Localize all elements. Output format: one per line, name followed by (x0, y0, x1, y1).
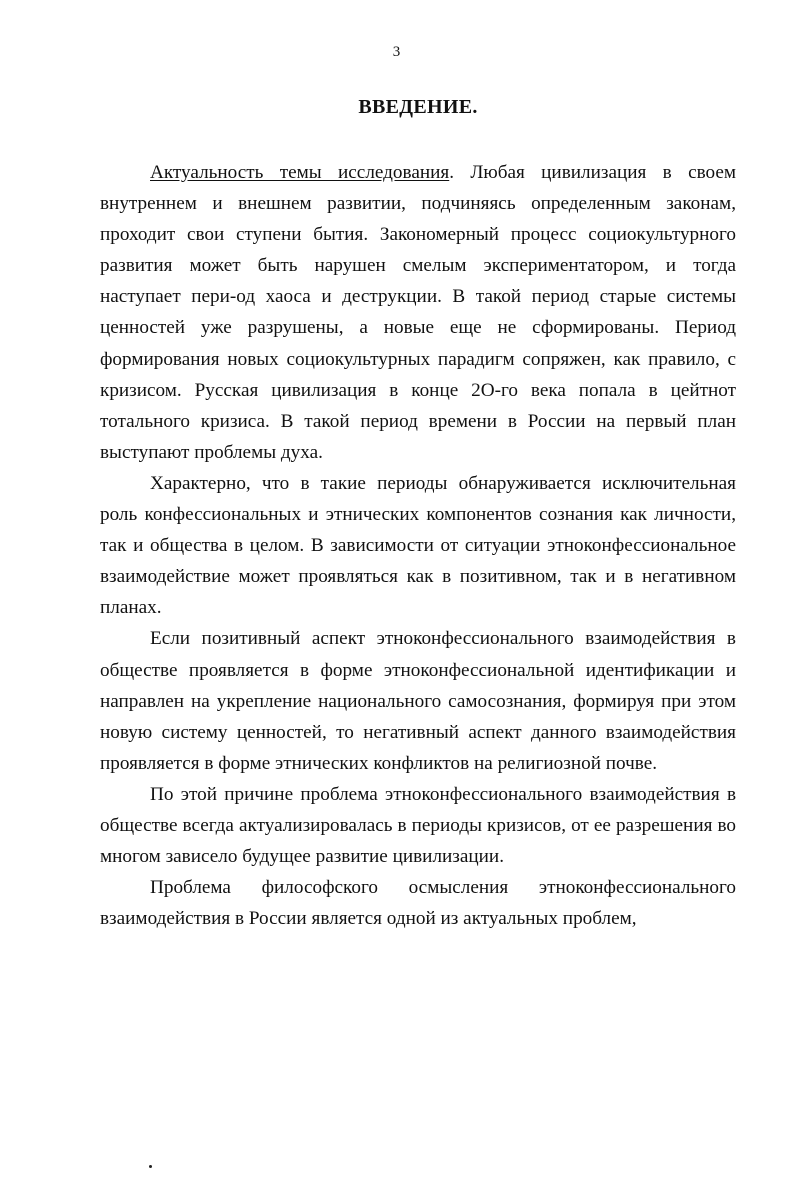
paragraph-reason: По этой причине проблема этноконфессионального взаимодействия в обществе всегда актуализировалась в периоды кризисов, от ее разрешения во многом зависело будущее развитие цивилизации. (100, 783, 736, 868)
document-body (100, 157, 736, 934)
paragraph-characteristic: Характерно, что в такие периоды обнаруживается исключительная роль конфессиональных и этнических компонентов сознания как личности, так и общества в целом. В зависимости от ситуации этноконфессиональное взаимодействие может проявляться как в позитивном, так и в негативном планах. (100, 472, 736, 619)
scan-speck-dot (149, 1165, 152, 1168)
paragraph-positive-aspect: Если позитивный аспект этноконфессионального взаимодействия в обществе проявляется в форме этноконфессиональной идентификации и направлен на укрепление национального самосознания, формируя при этом новую систему ценностей, то негативный аспект данного взаимодействия проявляется в форме этнических конфликтов на религиозной почве. (100, 628, 736, 774)
paragraph-problem: Проблема философского осмысления этноконфессионального взаимодействия в России является одной из актуальных проблем, (100, 877, 736, 930)
paragraph-text: . Любая цивилизация в своем внутреннем и внешнем развитии, подчиняясь определенным законам, проходит свои ступени бытия. Закономерный процесс социокультурного развития может быть нарушен смелым экспериментатором, и тогда наступает пери-од хаоса и деструкции. В такой период старые системы ценностей уже разрушены, а новые еще не сформированы. Период формирования новых социокультурных парадигм сопряжен, как правило, с кризисом. Русская цивилизация в конце 2О-го века попала в цейтнот тотального кризиса. В такой период времени в России на первый план выступают проблемы духа. (100, 162, 736, 463)
section-lead-underlined: Актуальность темы исследования (150, 162, 450, 183)
page-number: 3 (392, 44, 401, 60)
paragraph-relevance (100, 157, 736, 468)
page-title: ВВЕДЕНИЕ. (358, 96, 478, 118)
